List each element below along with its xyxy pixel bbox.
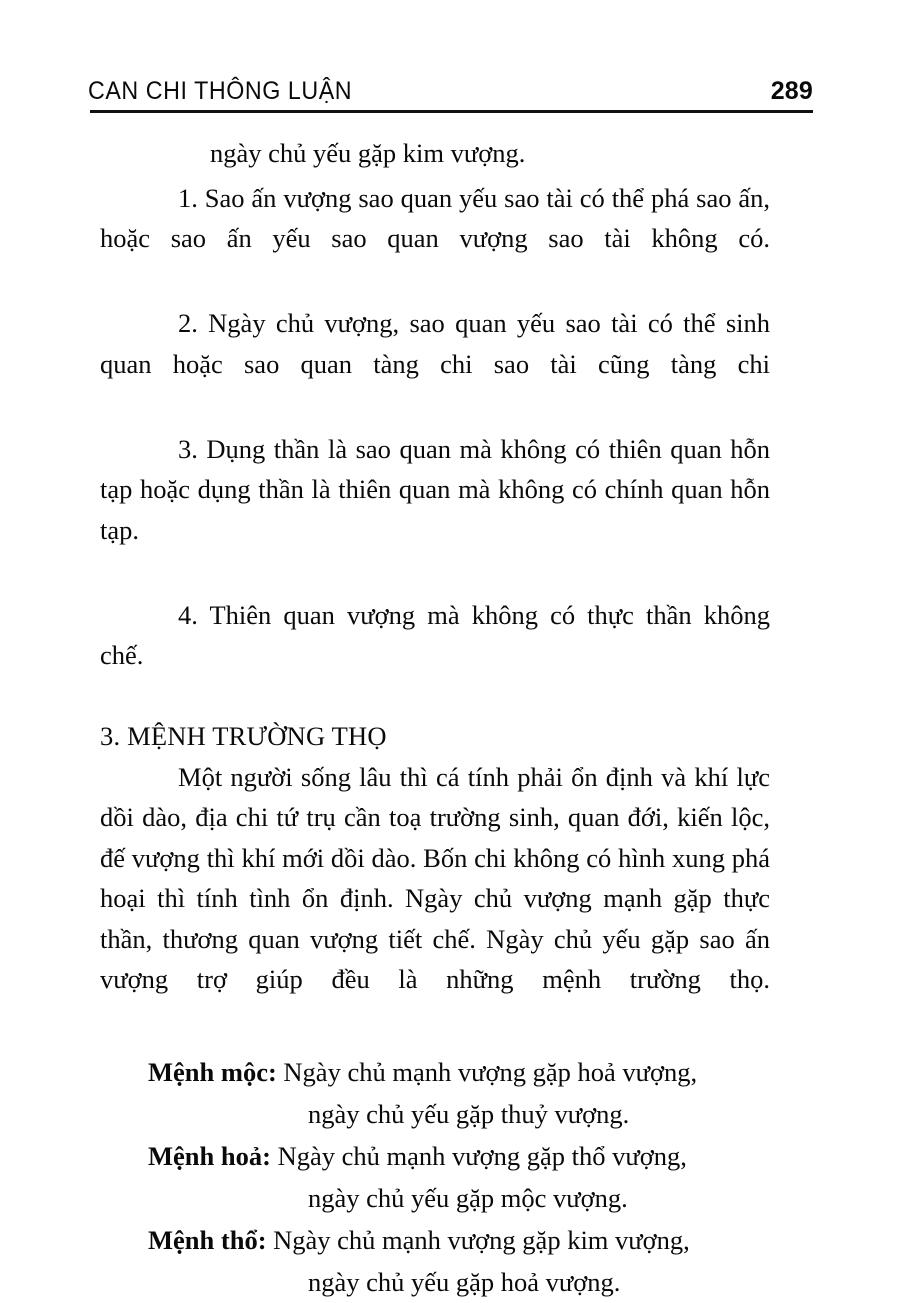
menh-primary-text: Ngày chủ mạnh vượng gặp kim vượng, xyxy=(266,1225,690,1255)
menh-primary-text: Ngày chủ mạnh vượng gặp hoả vượng, xyxy=(276,1057,698,1087)
menh-entry-tho xyxy=(100,1219,770,1303)
menh-secondary-line: ngày chủ yếu gặp thuỷ vượng. xyxy=(308,1099,630,1129)
menh-label: Mệnh hoả: xyxy=(148,1141,271,1171)
menh-primary-line xyxy=(100,1051,770,1093)
section-paragraph: Một người sống lâu thì cá tính phải ổn định và khí lực dồi dào, địa chi tứ trụ cần toạ trường sinh, quan đới, kiến lộc, đế vượng thì khí mới dồi dào. Bốn chi không có hình xung phá hoại thì tính tình ổn định. Ngày chủ vượng mạnh gặp thực thần, thương quan vượng tiết chế. Ngày chủ yếu gặp sao ấn vượng trợ giúp đều là những mệnh trường thọ. xyxy=(100,761,770,994)
menh-entry-hoa xyxy=(100,1135,770,1219)
menh-primary-text: Ngày chủ mạnh vượng gặp thổ vượng, xyxy=(270,1141,687,1171)
menh-secondary-line: ngày chủ yếu gặp mộc vượng. xyxy=(308,1183,628,1213)
page-number: 289 xyxy=(770,77,813,105)
numbered-item-4: 4. Thiên quan vượng mà không có thực thần không chế. xyxy=(100,599,770,670)
spacer xyxy=(100,1040,770,1051)
continuation-line: ngày chủ yếu gặp kim vượng. xyxy=(210,138,526,168)
menh-secondary-line: ngày chủ yếu gặp hoả vượng. xyxy=(308,1267,621,1297)
numbered-item-3: 3. Dụng thần là sao quan mà không có thiên quan hỗn tạp hoặc dụng thần là thiên quan mà không có chính quan hỗn tạp. xyxy=(100,433,770,545)
running-head-title: CAN CHI THÔNG LUẬN xyxy=(88,77,353,105)
numbered-item-2: 2. Ngày chủ vượng, sao quan yếu sao tài có thể sinh quan hoặc sao quan tàng chi sao tài cũng tàng chi xyxy=(100,308,770,379)
menh-label: Mệnh mộc: xyxy=(148,1057,277,1087)
menh-primary-line xyxy=(100,1219,770,1261)
running-head xyxy=(88,70,813,104)
text-block xyxy=(100,133,770,1303)
menh-primary-line xyxy=(100,1135,770,1177)
header-rule xyxy=(90,110,813,113)
menh-label: Mệnh thổ: xyxy=(148,1225,267,1255)
numbered-item-1: 1. Sao ấn vượng sao quan yếu sao tài có thể phá sao ấn, hoặc sao ấn yếu sao quan vượng sao tài không có. xyxy=(100,182,770,253)
section-heading: 3. MỆNH TRƯỜNG THỌ xyxy=(100,721,387,751)
menh-entry-moc xyxy=(100,1051,770,1135)
